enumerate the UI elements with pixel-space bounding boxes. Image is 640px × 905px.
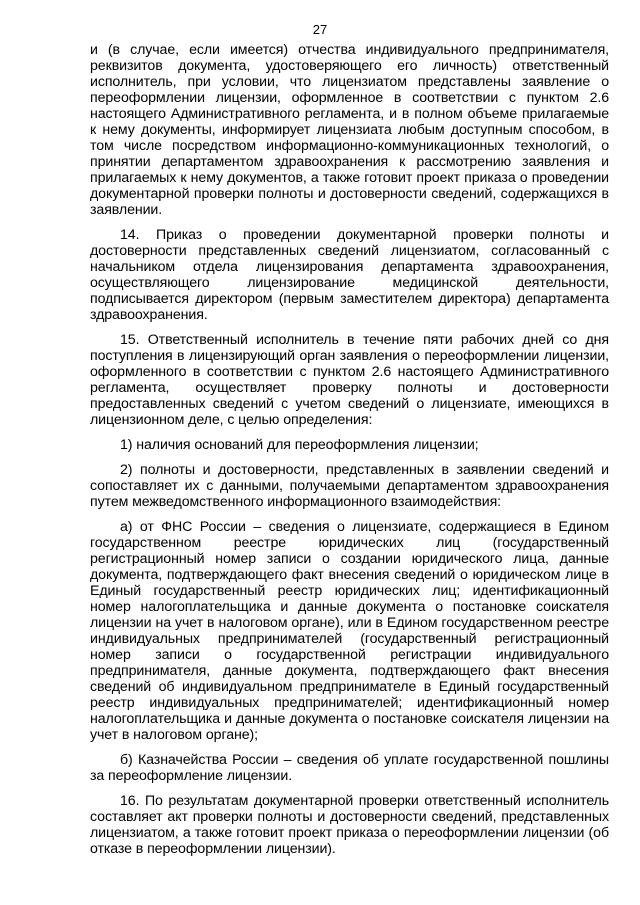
paragraph-15-item-2b: б) Казначейства России – сведения об уплате государственной пошлины за переоформление лицензии.	[90, 752, 609, 784]
page-number: 27	[312, 22, 328, 37]
paragraph-15-item-2a: а) от ФНС России – сведения о лицензиате, содержащиеся в Едином государственном реестре юридических лиц (государственный регистрационный номер записи о создании юридического лица, данные документа, подтверждающего факт внесения сведений о юридическом лице в Единый государственный реестр юридических лиц; идентификационный номер налогоплательщика и данные документа о постановке соискателя лицензии на учет в налоговом органе), или в Едином государственном реестре индивидуальных предпринимателей (государственный регистрационный номер записи о государственной регистрации индивидуального предпринимателя, данные документа, подтверждающего факт внесения сведений об индивидуальном предпринимателе в Единый государственный реестр индивидуальных предпринимателей; идентификационный номер налогоплательщика и данные документа о постановке соискателя лицензии на учет в налоговом органе);	[90, 519, 609, 743]
document-body	[90, 42, 609, 857]
paragraph-16: 16. По результатам документарной проверки ответственный исполнитель составляет акт проверки полноты и достоверности сведений, представленных лицензиатом, а также готовит проект приказа о переоформлении лицензии (об отказе в переоформлении лицензии).	[90, 793, 609, 857]
paragraph-15: 15. Ответственный исполнитель в течение пяти рабочих дней со дня поступления в лицензирующий орган заявления о переоформлении лицензии, оформленного в соответствии с пунктом 2.6 настоящего Административного регламента, осуществляет проверку полноты и достоверности предоставленных сведений с учетом сведений о лицензиате, имеющихся в лицензионном деле, с целью определения:	[90, 332, 609, 428]
paragraph-continuation: и (в случае, если имеется) отчества индивидуального предпринимателя, реквизитов документа, удостоверяющего его личность) ответственный исполнитель, при условии, что лицензиатом представлены заявление о переоформлении лицензии, оформленное в соответствии с пунктом 2.6 настоящего Административного регламента, и в полном объеме прилагаемые к нему документы, информирует лицензиата любым доступным способом, в том числе посредством информационно-коммуникационных технологий, о принятии департаментом здравоохранения к рассмотрению заявления и прилагаемых к нему документов, а также готовит проект приказа о проведении документарной проверки полноты и достоверности сведений, содержащихся в заявлении.	[90, 42, 609, 218]
paragraph-14: 14. Приказ о проведении документарной проверки полноты и достоверности представленных сведений лицензиатом, согласованный с начальником отдела лицензирования департамента здравоохранения, осуществляющего лицензирование медицинской деятельности, подписывается директором (первым заместителем директора) департамента здравоохранения.	[90, 227, 609, 323]
paragraph-15-item-1: 1) наличия оснований для переоформления лицензии;	[120, 437, 479, 453]
paragraph-15-item-2: 2) полноты и достоверности, представленных в заявлении сведений и сопоставляет их с данными, получаемыми департаментом здравоохранения путем межведомственного информационного взаимодействия:	[90, 462, 609, 510]
